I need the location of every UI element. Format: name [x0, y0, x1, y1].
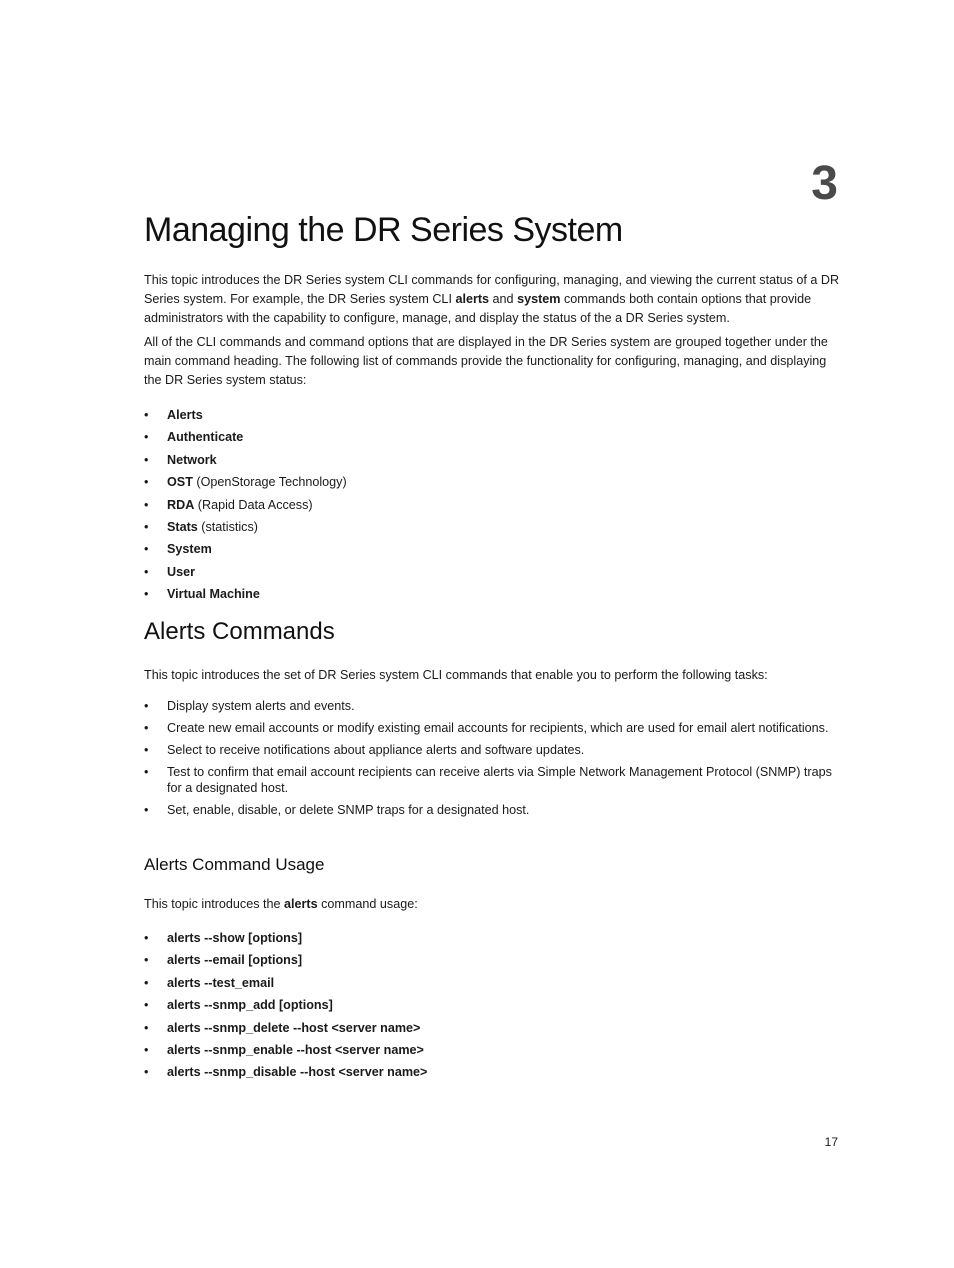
list-item-name: OST	[167, 475, 193, 490]
usage-intro-text: command usage:	[317, 897, 418, 911]
command-text: alerts --snmp_disable --host <server name>	[167, 1065, 428, 1080]
intro-text: All of the CLI commands and command options that are displayed in the DR Series system are grouped together under the main command heading. The following list of commands provide the functionality for configuring, managing, and displaying the DR Series system status:	[144, 335, 828, 387]
command-text: alerts --test_email	[167, 975, 275, 990]
task-text: Test to confirm that email account recipients can receive alerts via Simple Network Management Protocol (SNMP) traps for a designated host.	[167, 765, 832, 795]
list-item-name: Virtual Machine	[167, 587, 260, 602]
list-item-name: Authenticate	[167, 430, 244, 445]
list-item	[144, 516, 844, 538]
intro-paragraph-2	[144, 333, 844, 390]
list-item-name: Network	[167, 452, 217, 467]
intro-text: This topic introduces the DR Series system CLI commands for configuring, managing, and viewing the current status of a DR Series system. For example, the DR Series system CLI	[144, 273, 840, 306]
list-item	[144, 426, 844, 448]
bullet: •	[144, 542, 149, 557]
list-item	[144, 404, 844, 426]
bullet: •	[144, 975, 149, 990]
command-text: alerts --snmp_add [options]	[167, 998, 333, 1013]
alerts-task-list	[144, 698, 844, 818]
bullet: •	[144, 743, 149, 757]
task-text: Display system alerts and events.	[167, 699, 355, 713]
bullet: •	[144, 564, 149, 579]
inline-command-system: system	[517, 292, 561, 306]
bullet: •	[144, 931, 149, 945]
bullet: •	[144, 765, 149, 779]
list-item-desc: (statistics)	[197, 520, 258, 535]
bullet: •	[144, 953, 149, 968]
list-item	[144, 972, 844, 994]
bullet: •	[144, 430, 149, 445]
bullet: •	[144, 699, 149, 713]
list-item	[144, 720, 844, 736]
list-item	[144, 764, 844, 796]
list-item	[144, 949, 844, 971]
list-item	[144, 927, 844, 949]
command-text: alerts --email [options]	[167, 953, 303, 968]
bullet: •	[144, 998, 149, 1013]
list-item	[144, 698, 844, 714]
bullet: •	[144, 475, 149, 490]
section-heading-alerts-commands: Alerts Commands	[144, 618, 335, 645]
usage-intro-text: This topic introduces the	[144, 897, 285, 911]
bullet: •	[144, 520, 149, 535]
bullet: •	[144, 452, 149, 467]
list-item-name: System	[167, 542, 212, 557]
list-item-desc: (Rapid Data Access)	[194, 497, 313, 512]
bullet: •	[144, 1043, 149, 1058]
inline-command-alerts: alerts	[284, 897, 318, 911]
intro-text: and	[489, 292, 518, 306]
list-item	[144, 538, 844, 560]
bullet: •	[144, 721, 149, 735]
task-text: Create new email accounts or modify existing email accounts for recipients, which are used for email alert notifications.	[167, 721, 829, 735]
usage-intro	[144, 895, 844, 914]
page-title: Managing the DR Series System	[144, 211, 623, 249]
task-text: Set, enable, disable, or delete SNMP traps for a designated host.	[167, 803, 530, 817]
bullet: •	[144, 408, 149, 422]
list-item-desc: (OpenStorage Technology)	[192, 475, 347, 490]
list-item	[144, 994, 844, 1016]
command-text: alerts --snmp_enable --host <server name>	[167, 1043, 424, 1058]
list-item	[144, 802, 844, 818]
chapter-number: 3	[811, 157, 838, 210]
list-item-name: Alerts	[167, 408, 203, 422]
list-item-name: RDA	[167, 497, 195, 512]
list-item-name: User	[167, 564, 196, 579]
command-text: alerts --snmp_delete --host <server name>	[167, 1020, 421, 1035]
command-list	[144, 404, 844, 606]
intro-text: commands both contain options that provide administrators with the capability to configure, manage, and display the status of the a DR Series system.	[144, 292, 812, 325]
bullet: •	[144, 803, 149, 817]
list-item-name: Stats	[167, 520, 198, 535]
bullet: •	[144, 587, 149, 602]
task-text: Select to receive notifications about appliance alerts and software updates.	[167, 743, 585, 757]
alerts-intro-text: This topic introduces the set of DR Series system CLI commands that enable you to perform the following tasks:	[144, 668, 768, 682]
section-heading-alerts-command-usage: Alerts Command Usage	[144, 855, 325, 874]
bullet: •	[144, 1020, 149, 1035]
bullet: •	[144, 497, 149, 512]
alerts-intro	[144, 666, 844, 685]
page-number: 17	[824, 1135, 838, 1149]
list-item	[144, 742, 844, 758]
list-item	[144, 449, 844, 471]
list-item	[144, 583, 844, 605]
command-text: alerts --show [options]	[167, 931, 303, 945]
list-item	[144, 1061, 844, 1083]
usage-command-list	[144, 927, 844, 1084]
list-item	[144, 471, 844, 493]
list-item	[144, 1039, 844, 1061]
inline-command-alerts: alerts	[455, 292, 490, 306]
bullet: •	[144, 1065, 149, 1080]
list-item	[144, 1017, 844, 1039]
list-item	[144, 494, 844, 516]
list-item	[144, 561, 844, 583]
intro-paragraph-1	[144, 271, 844, 328]
